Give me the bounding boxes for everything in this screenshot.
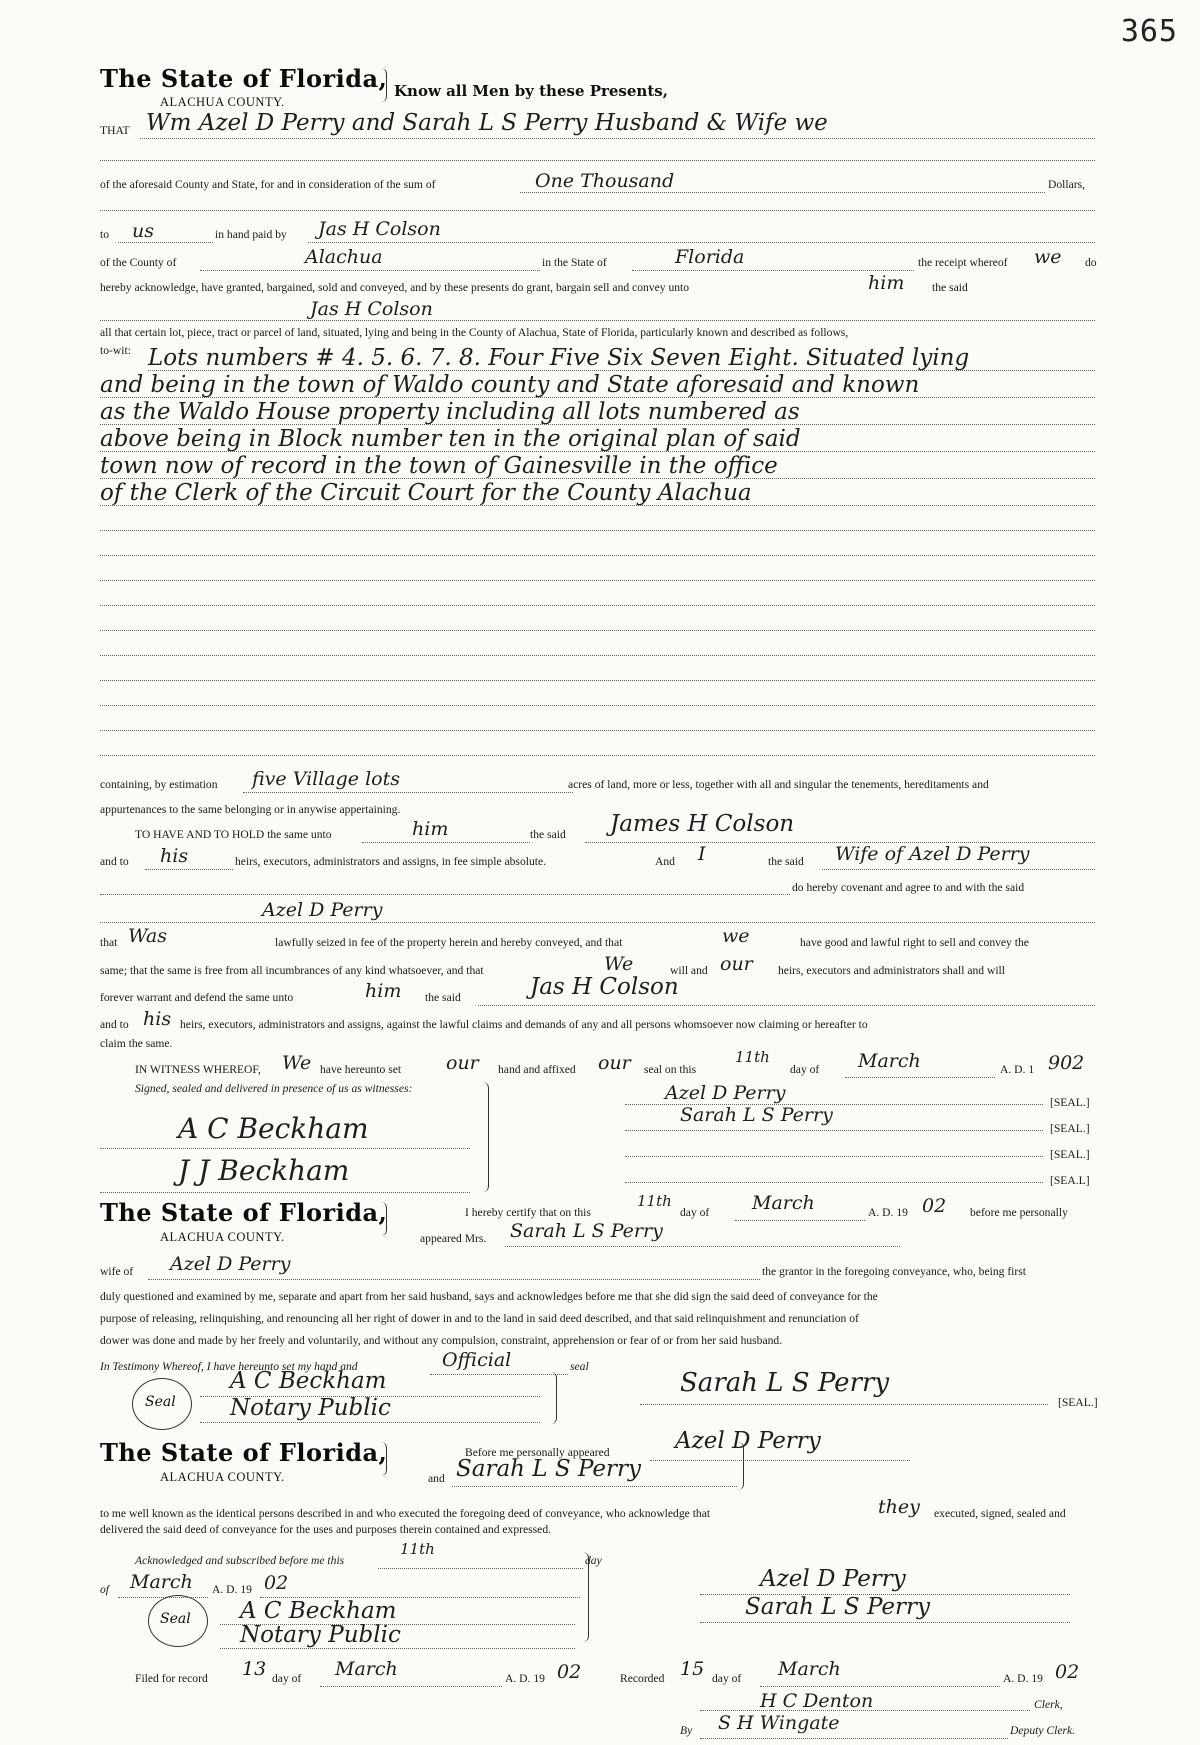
delivered-text: delivered the said deed of conveyance for the uses and purposes therein contained and expressed. (100, 1523, 552, 1536)
brace (548, 1372, 557, 1424)
claim-same-text: claim the same. (100, 1037, 173, 1050)
fill-line (148, 1279, 760, 1280)
fill-line (478, 1005, 1095, 1006)
seal-stamp-handwriting: Seal (160, 1611, 191, 1627)
good-right-text: have good and lawful right to sell and convey the (800, 936, 1029, 949)
of-label: of (100, 1583, 110, 1596)
grantors-handwriting: Wm Azel D Perry and Sarah L S Perry Husband & Wife we (146, 110, 828, 136)
the-said-label: the said (425, 991, 461, 1004)
fill-line (100, 1192, 470, 1193)
fill-line (520, 192, 1045, 193)
witness1-signature: A C Beckham (178, 1112, 369, 1145)
witness2-signature: J J Beckham (178, 1154, 350, 1187)
fill-line (100, 655, 1095, 656)
forever-text: forever warrant and defend the same unto (100, 991, 294, 1004)
covenant-text: do hereby covenant and agree to and with the said (792, 881, 1025, 894)
county-label: ALACHUA COUNTY. (160, 1470, 285, 1484)
fill-line (100, 922, 1095, 923)
ack-sarah-signature: Sarah L S Perry (745, 1594, 930, 1620)
fill-line (650, 1460, 910, 1461)
to-label: to (100, 228, 110, 241)
fill-line (735, 1220, 865, 1221)
fill-line (308, 242, 1095, 243)
fill-line (362, 842, 530, 843)
clerk-signature: H C Denton (760, 1690, 874, 1712)
fill-line (320, 1686, 502, 1687)
receipt-handwriting: we (1034, 246, 1062, 268)
filed-for-record-text: Filed for record (135, 1672, 208, 1685)
fill-line (452, 1486, 737, 1487)
clerk-label: Clerk, (1034, 1698, 1063, 1711)
we-handwriting: We (604, 953, 634, 975)
have-handwriting: him (412, 818, 449, 840)
appurtenances-text: appurtenances to the same belonging or in anywise appertaining. (100, 803, 401, 816)
fill-line (378, 1568, 583, 1569)
to-have-text: TO HAVE AND TO HOLD the same unto (135, 828, 332, 841)
wife-of-label: wife of (100, 1265, 134, 1278)
lawful-claims-text: heirs, executors, administrators and assigns, against the lawful claims and demands of any and all persons whomsoever now claiming or hereafter to (180, 1018, 868, 1031)
that-label: that (100, 936, 118, 949)
state-title: The State of Florida, (100, 64, 388, 93)
brace (480, 1082, 489, 1192)
ack-before-me-text: Before me personally appeared (465, 1446, 610, 1459)
cert-notary-signature: A C Beckham (230, 1368, 387, 1394)
ack-notary-signature: A C Beckham (240, 1598, 397, 1624)
well-known-text: to me well known as the identical persons described in and who executed the foregoing deed of conveyance, who acknowledge that (100, 1507, 711, 1520)
covenant-handwriting: Azel D Perry (262, 899, 383, 921)
county-label: ALACHUA COUNTY. (160, 95, 285, 109)
wife-of-handwriting: Azel D Perry (170, 1253, 291, 1275)
acknowledged-text: Acknowledged and subscribed before me this (135, 1554, 345, 1567)
that-handwriting: Was (128, 925, 167, 947)
fill-line (822, 869, 1095, 870)
acres-text: acres of land, more or less, together with all and singular the tenements, hereditaments and (568, 778, 989, 791)
our-handwriting: our (720, 953, 753, 975)
fill-line (100, 160, 1095, 161)
and-to-label: and to (100, 1018, 129, 1031)
fill-line (200, 1422, 540, 1423)
ack-person2-handwriting: Sarah L S Perry (456, 1456, 641, 1482)
and-label: And (655, 855, 675, 868)
filed-month-handwriting: March (335, 1658, 398, 1680)
fill-line (100, 894, 790, 895)
brace (378, 1442, 387, 1476)
fill-line (100, 555, 1095, 556)
before-me-text: before me personally (970, 1206, 1068, 1219)
recorded-label: Recorded (620, 1672, 665, 1685)
aforesaid-text: of the aforesaid County and State, for and in consideration of the sum of (100, 178, 436, 191)
hand-paid-text: in hand paid by (215, 228, 287, 241)
fill-line (100, 705, 1095, 706)
brace (378, 68, 387, 102)
hereby-certify-text: I hereby certify that on this (465, 1206, 591, 1219)
the-said-label: the said (530, 828, 566, 841)
state-title: The State of Florida, (100, 1438, 388, 1467)
ad-label: A. D. 1 (1000, 1063, 1035, 1076)
filed-year-handwriting: 02 (557, 1661, 582, 1683)
day-of-label: day of (712, 1672, 742, 1685)
our-handwriting: our (598, 1052, 631, 1074)
fill-line (100, 530, 1095, 531)
ad-label: A. D. 19 (868, 1206, 908, 1219)
acreage-handwriting: five Village lots (252, 768, 400, 790)
fill-line (100, 730, 1095, 731)
know-all-heading: Know all Men by these Presents, (394, 82, 668, 100)
ack-month-handwriting: March (130, 1571, 193, 1593)
fill-line (700, 1738, 1008, 1739)
have-set-text: have hereunto set (320, 1063, 402, 1076)
fill-line (625, 1182, 1043, 1183)
description-line-1: Lots numbers # 4. 5. 6. 7. 8. Four Five Six Seven Eight. Situated lying (148, 345, 970, 371)
fill-line (243, 792, 573, 793)
ad-label: A. D. 19 (505, 1672, 545, 1685)
they-handwriting: they (878, 1496, 920, 1518)
that-label: THAT (100, 124, 130, 137)
filed-day-handwriting: 13 (242, 1658, 267, 1680)
to-handwriting: us (132, 220, 154, 242)
county-label: ALACHUA COUNTY. (160, 1230, 285, 1244)
fill-line (100, 320, 1095, 321)
state-title: The State of Florida, (100, 1198, 388, 1227)
fill-line (140, 138, 1095, 139)
cert-body-line-2: purpose of releasing, relinquishing, and renouncing all her right of dower in and to the land in said deed described, and that said relinquishment and renunciation of (100, 1312, 859, 1325)
fee-simple-text: heirs, executors, administrators and assigns, in fee simple absolute. (235, 855, 547, 868)
seal-label: [SEAL.] (1058, 1396, 1098, 1409)
grantor-text: the grantor in the foregoing conveyance, who, being first (762, 1265, 1026, 1278)
fill-line (145, 869, 233, 870)
fill-line (625, 1130, 1043, 1131)
description-line-3: as the Waldo House property including all lots numbered as (100, 399, 800, 425)
wife-handwriting: Wife of Azel D Perry (835, 843, 1030, 865)
official-handwriting: Official (442, 1349, 512, 1371)
his-handwriting: his (143, 1008, 172, 1030)
testimony-text: In Testimony Whereof, I have hereunto set my hand and (100, 1360, 358, 1373)
county-of-label: of the County of (100, 256, 177, 269)
signature-sarah: Sarah L S Perry (680, 1104, 833, 1126)
seal-stamp-handwriting: Seal (145, 1394, 176, 1410)
cert-body-line-3: dower was done and made by her freely and voluntarily, and without any compulsion, constraint, apprehension or fear of or from her said husband. (100, 1334, 783, 1347)
cert-sarah-signature: Sarah L S Perry (680, 1368, 890, 1398)
ack-year-handwriting: 02 (264, 1572, 289, 1594)
fill-line (200, 270, 540, 271)
brace (735, 1442, 744, 1490)
deputy-clerk-label: Deputy Clerk. (1010, 1724, 1076, 1737)
recorded-year-handwriting: 02 (1055, 1661, 1080, 1683)
description-line-6: of the Clerk of the Circuit Court for the County Alachua (100, 480, 752, 506)
ad-label: A. D. 19 (212, 1583, 252, 1596)
cert-month-handwriting: March (752, 1192, 815, 1214)
his-handwriting: his (160, 845, 189, 867)
hereby-ack-text: hereby acknowledge, have granted, bargained, sold and conveyed, and by these presents do grant, bargain sell and convey unto (100, 281, 690, 294)
unto-handwriting: him (868, 272, 905, 294)
and-label: and (428, 1472, 445, 1485)
fill-line (700, 1710, 1030, 1711)
day-of-label: day of (680, 1206, 710, 1219)
fill-line (640, 1404, 1048, 1405)
ack-notary-title: Notary Public (240, 1622, 401, 1648)
county-handwriting: Alachua (305, 246, 383, 268)
ack-person1-handwriting: Azel D Perry (675, 1428, 821, 1454)
fill-line (100, 210, 1095, 211)
mrs-handwriting: Sarah L S Perry (510, 1220, 663, 1242)
the-said-label: the said (768, 855, 804, 868)
receipt-label: the receipt whereof (918, 256, 1008, 269)
fill-line (100, 1148, 470, 1149)
seal-label: [SEA.L] (1050, 1174, 1090, 1187)
by-label: By (680, 1724, 693, 1737)
defend-handwriting: him (365, 980, 402, 1002)
day-of-label: day of (272, 1672, 302, 1685)
witness-month-handwriting: March (858, 1050, 921, 1072)
the-said-label: the said (932, 281, 968, 294)
recorded-day-handwriting: 15 (680, 1658, 705, 1680)
page-number: 365 (1120, 14, 1178, 49)
ack-day-handwriting: 11th (400, 1540, 435, 1558)
day-label: day (585, 1554, 602, 1567)
heirs-shall-text: heirs, executors and administrators shall and will (778, 964, 1005, 977)
ad-label: A. D. 19 (1003, 1672, 1043, 1685)
fill-line (100, 680, 1095, 681)
sum-handwriting: One Thousand (535, 170, 675, 192)
fill-line (760, 1686, 1000, 1687)
description-line-5: town now of record in the town of Gainesville in the office (100, 453, 778, 479)
seal-label: [SEAL.] (1050, 1096, 1090, 1109)
fill-line (700, 1622, 1070, 1623)
lawfully-text: lawfully seized in fee of the property herein and hereby conveyed, and that (275, 936, 623, 949)
executed-text: executed, signed, sealed and (934, 1507, 1066, 1520)
seal-on-text: seal on this (644, 1063, 697, 1076)
fill-line (505, 1246, 900, 1247)
witness-we-handwriting: We (282, 1052, 312, 1074)
witness-year-handwriting: 902 (1048, 1052, 1085, 1074)
cert-body-line-1: duly questioned and examined by me, separate and apart from her said husband, says and acknowledges before me that she did sign the said deed of conveyance for the (100, 1290, 878, 1303)
state-handwriting: Florida (675, 246, 745, 268)
signed-sealed-text: Signed, sealed and delivered in presence of us as witnesses: (135, 1082, 413, 1095)
hand-affixed-text: hand and affixed (498, 1063, 576, 1076)
fill-line (100, 630, 1095, 631)
will-and-label: will and (670, 964, 708, 977)
fill-line (118, 242, 213, 243)
defend-name-handwriting: Jas H Colson (530, 974, 679, 1000)
all-that-text: all that certain lot, piece, tract or parcel of land, situated, lying and being in the County of Alachua, State of Florida, particularly known and described as follows, (100, 326, 849, 339)
same-free-text: same; that the same is free from all incumbrances of any kind whatsoever, and that (100, 964, 484, 977)
ack-azel-signature: Azel D Perry (760, 1566, 906, 1592)
description-line-4: above being in Block number ten in the original plan of said (100, 426, 801, 452)
our-handwriting: our (446, 1052, 479, 1074)
cert-year-handwriting: 02 (922, 1195, 947, 1217)
fill-line (100, 755, 1095, 756)
seal-word: seal (570, 1360, 589, 1373)
fill-line (100, 605, 1095, 606)
cert-day-handwriting: 11th (637, 1192, 672, 1210)
signature-azel: Azel D Perry (665, 1082, 786, 1104)
grantee-handwriting: Jas H Colson (310, 298, 433, 320)
fill-line (100, 580, 1095, 581)
recorded-month-handwriting: March (778, 1658, 841, 1680)
in-witness-text: IN WITNESS WHEREOF, (135, 1063, 261, 1076)
to-wit-label: to-wit: (100, 344, 131, 357)
description-line-2: and being in the town of Waldo county and State aforesaid and known (100, 372, 920, 398)
fill-line (220, 1648, 575, 1649)
appeared-mrs-text: appeared Mrs. (420, 1232, 487, 1245)
and-to-label: and to (100, 855, 129, 868)
day-of-label: day of (790, 1063, 820, 1076)
i-handwriting: I (698, 843, 706, 865)
have-name-handwriting: James H Colson (610, 811, 795, 837)
in-state-label: in the State of (542, 256, 607, 269)
dollars-label: Dollars, (1048, 178, 1086, 191)
fill-line (625, 1156, 1043, 1157)
seal-label: [SEAL.] (1050, 1122, 1090, 1135)
seal-label: [SEAL.] (1050, 1148, 1090, 1161)
brace (580, 1552, 589, 1642)
witness-day-handwriting: 11th (735, 1048, 770, 1066)
we-handwriting: we (722, 925, 750, 947)
payer-handwriting: Jas H Colson (318, 218, 441, 240)
fill-line (632, 270, 914, 271)
deputy-signature: S H Wingate (718, 1712, 840, 1734)
fill-line (845, 1077, 995, 1078)
do-label: do (1085, 256, 1097, 269)
containing-text: containing, by estimation (100, 778, 218, 791)
cert-notary-title: Notary Public (230, 1395, 391, 1421)
brace (378, 1202, 387, 1236)
